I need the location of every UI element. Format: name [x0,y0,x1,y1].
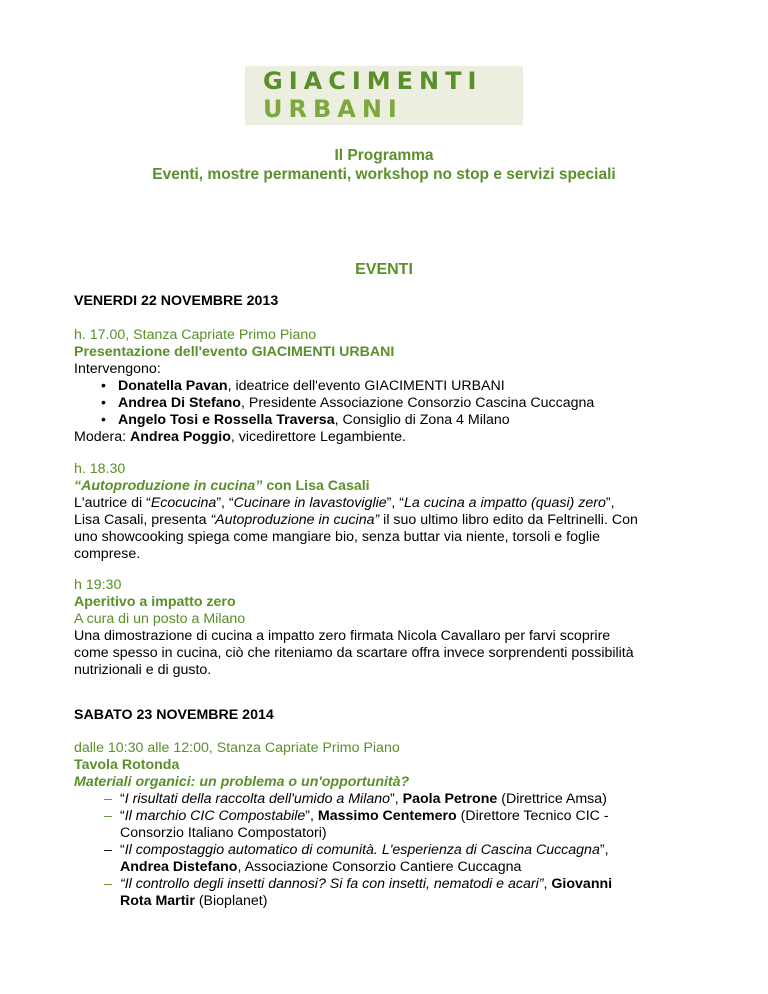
moderator: Modera: Andrea Poggio, vicedirettore Legambiente. [74,429,406,445]
logo-line-2: URBANI [263,95,403,123]
friday-day-heading: VENERDI 22 NOVEMBRE 2013 [74,293,279,309]
speaker-item: • Donatella Pavan, ideatrice dell'evento GIACIMENTI URBANI [101,378,505,394]
list-item: – “Il marchio CIC Compostabile”, Massimo Centemero (Direttore Tecnico CIC - [104,808,609,824]
list-item-continuation: Andrea Distefano, Associazione Consorzio Cantiere Cuccagna [120,859,522,875]
event-time: h 19:30 [74,577,122,593]
page-title: Il Programma [334,147,434,164]
event-description-line: uno showcooking spiega come mangiare bio, senza buttar via niente, torsoli e foglie [74,529,601,545]
event-title: “Autoproduzione in cucina” con Lisa Casali [74,478,370,494]
speaker-item: • Angelo Tosi e Rossella Traversa, Consiglio di Zona 4 Milano [101,412,510,428]
event-kind: Tavola Rotonda [74,757,180,773]
event-time: dalle 10:30 alle 12:00, Stanza Capriate Primo Piano [74,740,400,756]
saturday-day-heading: SABATO 23 NOVEMBRE 2014 [74,707,274,723]
event-description-line: Una dimostrazione di cucina a impatto zero firmata Nicola Cavallaro per farvi scoprire [74,628,611,644]
event-subtitle: A cura di un posto a Milano [74,611,246,627]
event-theme: Materiali organici: un problema o un'opportunità? [74,774,410,790]
saturday-event-1 [74,740,714,910]
logo [245,66,523,125]
logo-line-1: GIACIMENTI [263,67,483,95]
friday-event-1 [74,327,714,446]
list-item: – “Il controllo degli insetti dannosi? Si fa con insetti, nematodi e acari”, Giovanni [104,876,613,892]
list-item-continuation: Rota Martir (Bioplanet) [120,893,268,909]
event-description-line: comprese. [74,546,141,562]
friday-event-3 [74,577,714,679]
speaker-item: • Andrea Di Stefano, Presidente Associazione Consorzio Cascina Cuccagna [101,395,595,411]
event-title: Aperitivo a impatto zero [74,594,236,610]
event-description-line: Lisa Casali, presenta “Autoproduzione in cucina” il suo ultimo libro edito da Feltrinelli. Con [74,512,638,528]
list-item-continuation: Consorzio Italiano Compostatori) [120,825,327,841]
event-time: h. 18.30 [74,461,126,477]
friday-event-2 [74,461,714,563]
list-item: – “Il compostaggio automatico di comunità. L'esperienza di Cascina Cuccagna”, [104,842,609,858]
event-title: Presentazione dell'evento GIACIMENTI URBANI [74,344,395,360]
event-description-line: nutrizionali e di gusto. [74,662,212,678]
speakers-intro: Intervengono: [74,361,161,377]
event-description-line: come spesso in cucina, ciò che riteniamo da scartare offra invece sorprendenti possibilità [74,645,634,661]
event-description-line: L'autrice di “Ecocucina”, “Cucinare in lavastoviglie”, “La cucina a impatto (quasi) zero”, [74,495,615,511]
event-time: h. 17.00, Stanza Capriate Primo Piano [74,327,317,343]
list-item: – “I risultati della raccolta dell'umido a Milano”, Paola Petrone (Direttrice Amsa) [104,791,607,807]
section-title: EVENTI [355,261,413,278]
page-subtitle: Eventi, mostre permanenti, workshop no stop e servizi speciali [152,166,616,183]
